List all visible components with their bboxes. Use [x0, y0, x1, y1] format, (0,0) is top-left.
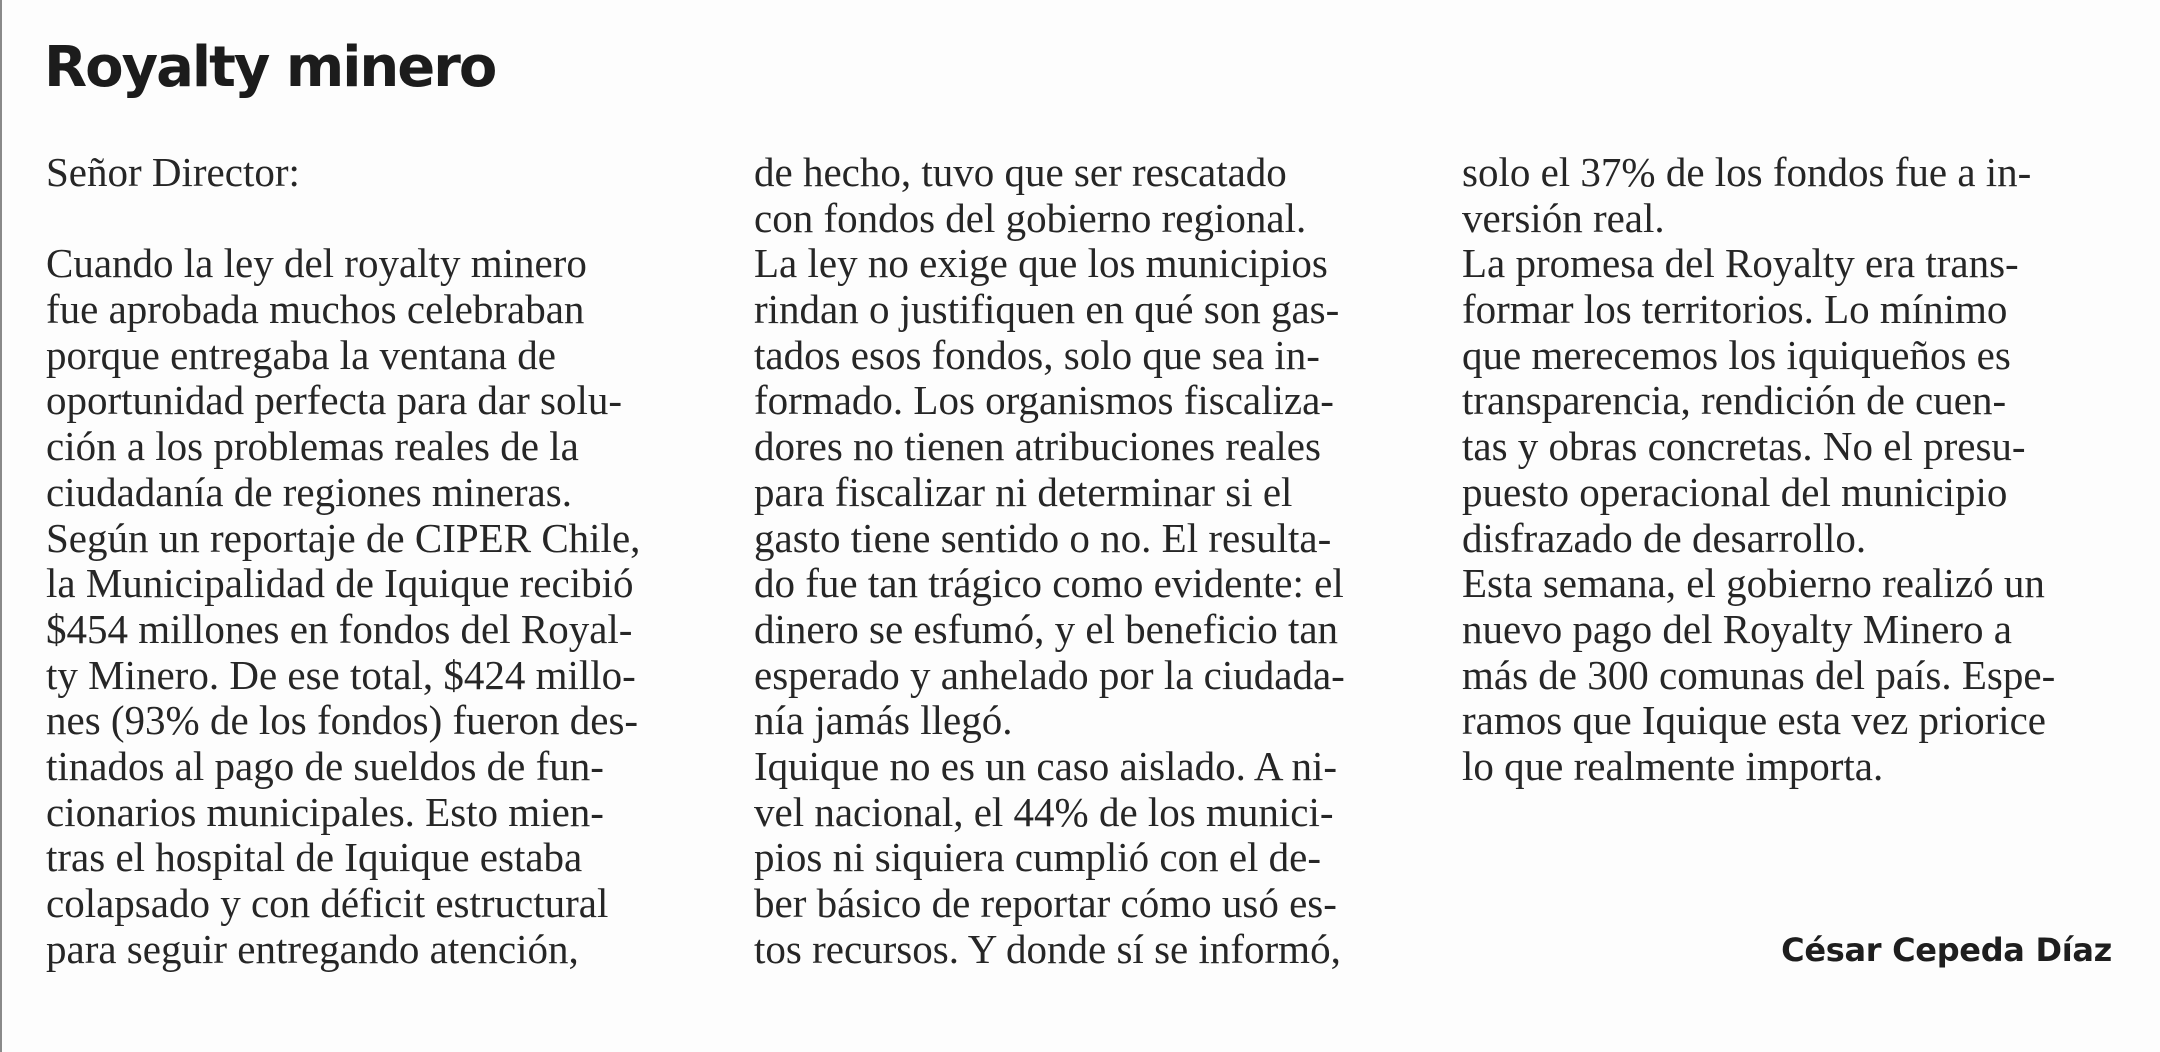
text-column-2: [754, 150, 1414, 972]
text-line: lo que realmente importa.: [1462, 742, 1884, 789]
text-line: tos recursos. Y donde sí se informó,: [754, 925, 1341, 972]
text-line: fue aprobada muchos celebraban: [46, 286, 585, 333]
text-line: gasto tiene sentido o no. El resulta-: [754, 514, 1332, 561]
text-line: tinados al pago de sueldos de fun-: [46, 742, 604, 789]
text-line: de hecho, tuvo que ser rescatado: [754, 149, 1287, 195]
text-line: ciudadanía de regiones mineras.: [46, 468, 572, 515]
text-line: cionarios municipales. Esto mien-: [46, 788, 604, 835]
text-line: ty Minero. De ese total, $424 millo-: [46, 651, 636, 698]
column-1-body: [46, 241, 706, 972]
text-line: ramos que Iquique esta vez priorice: [1462, 697, 2047, 744]
text-line: nuevo pago del Royalty Minero a: [1462, 605, 2012, 652]
column-2-body: [754, 150, 1414, 972]
text-line: con fondos del gobierno regional.: [754, 194, 1307, 241]
text-line: la Municipalidad de Iquique recibió: [46, 560, 634, 607]
text-line: versión real.: [1462, 194, 1665, 241]
text-line: La promesa del Royalty era trans-: [1462, 240, 2019, 287]
text-line: solo el 37% de los fondos fue a in-: [1462, 149, 2032, 195]
column-3-body: [1462, 150, 2122, 790]
text-line: nes (93% de los fondos) fueron des-: [46, 697, 639, 744]
text-line: tras el hospital de Iquique estaba: [46, 834, 583, 881]
text-line: porque entregaba la ventana de: [46, 331, 556, 378]
text-line: formar los territorios. Lo mínimo: [1462, 286, 2008, 333]
text-line: tados esos fondos, solo que sea in-: [754, 331, 1320, 378]
author-signature: César Cepeda Díaz: [1781, 931, 2112, 969]
salutation: Señor Director:: [46, 149, 300, 195]
text-line: dinero se esfumó, y el beneficio tan: [754, 605, 1339, 652]
text-line: que merecemos los iquiqueños es: [1462, 331, 2011, 378]
text-line: formado. Los organismos fiscaliza-: [754, 377, 1334, 424]
paragraph-gap: [46, 196, 706, 242]
text-line: para seguir entregando atención,: [46, 925, 579, 972]
text-line: nía jamás llegó.: [754, 697, 1013, 744]
text-column-1: [46, 150, 706, 972]
text-line: tas y obras concretas. No el presu-: [1462, 423, 2026, 470]
text-line: Según un reportaje de CIPER Chile,: [46, 514, 641, 561]
text-line: Iquique no es un caso aislado. A ni-: [754, 742, 1338, 789]
text-line: más de 300 comunas del país. Espe-: [1462, 651, 2056, 698]
text-line: vel nacional, el 44% de los munici-: [754, 788, 1334, 835]
text-line: ber básico de reportar cómo usó es-: [754, 880, 1337, 926]
text-line: dores no tienen atribuciones reales: [754, 423, 1321, 470]
text-line: Esta semana, el gobierno realizó un: [1462, 560, 2045, 607]
text-line: $454 millones en fondos del Royal-: [46, 605, 633, 652]
text-line: transparencia, rendición de cuen-: [1462, 377, 2007, 424]
text-line: do fue tan trágico como evidente: el: [754, 560, 1344, 607]
text-line: rindan o justifiquen en qué son gas-: [754, 286, 1340, 333]
text-line: disfrazado de desarrollo.: [1462, 514, 1867, 561]
text-line: ción a los problemas reales de la: [46, 423, 579, 470]
text-column-3: [1462, 150, 2122, 790]
text-line: Cuando la ley del royalty minero: [46, 240, 587, 287]
text-line: para fiscalizar ni determinar si el: [754, 468, 1293, 515]
headline: Royalty minero: [44, 35, 496, 100]
text-line: pios ni siquiera cumplió con el de-: [754, 834, 1322, 881]
text-line: La ley no exige que los municipios: [754, 240, 1328, 287]
text-line: esperado y anhelado por la ciudada-: [754, 651, 1345, 698]
text-line: colapsado y con déficit estructural: [46, 880, 609, 926]
text-line: puesto operacional del municipio: [1462, 468, 2008, 515]
text-line: oportunidad perfecta para dar solu-: [46, 377, 623, 424]
